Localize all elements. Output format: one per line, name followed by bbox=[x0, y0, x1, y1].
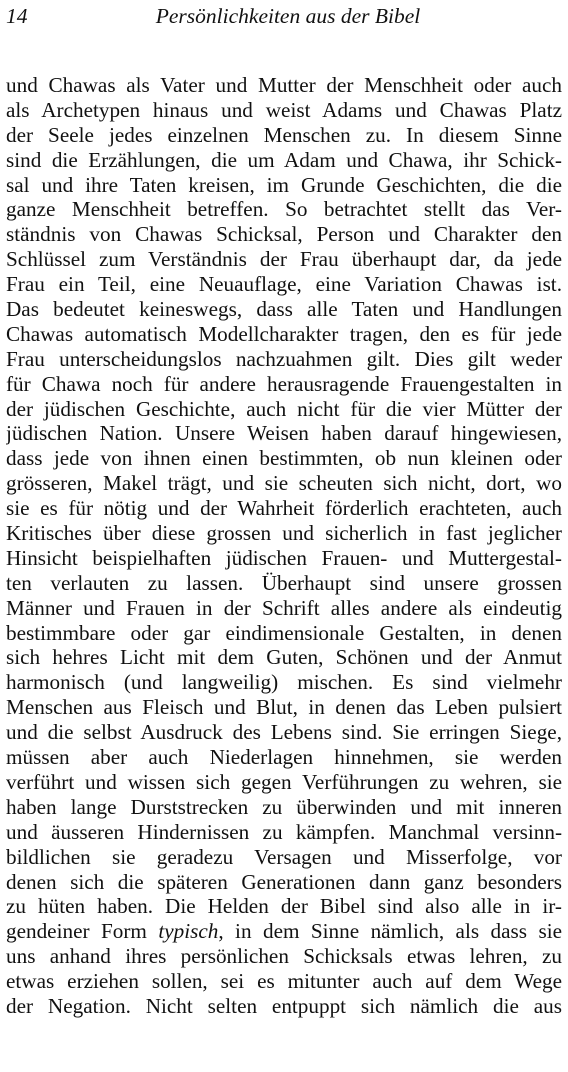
text-line: als Archetypen hinaus und weist Adams und Chawas Platz bbox=[6, 97, 562, 122]
running-title: Persönlichkeiten aus der Bibel bbox=[155, 4, 421, 28]
text-line: Frau unterscheidungslos nachzuahmen gilt. Dies gilt weder bbox=[6, 346, 562, 371]
text-line: dass jede von ihnen einen bestimmten, ob nun kleinen oder bbox=[6, 446, 562, 471]
text-line: Chawas automatisch Modellcharakter tragen, den es für jede bbox=[6, 321, 562, 346]
text-line: ganze Menschheit betreffen. So betrachtet stellt das Ver- bbox=[6, 197, 562, 222]
text-line: Kritisches über diese grossen und sicherlich in fast jeglicher bbox=[6, 521, 562, 546]
text-line: der Seele jedes einzelnen Menschen zu. In diesem Sinne bbox=[6, 122, 562, 147]
text-line: und äusseren Hindernissen zu kämpfen. Manchmal versinn- bbox=[6, 819, 562, 844]
text-line: Frau ein Teil, eine Neuauflage, eine Variation Chawas ist. bbox=[6, 272, 562, 297]
text-line: ständnis von Chawas Schicksal, Person und Charakter den bbox=[6, 222, 562, 247]
text-line: denen sich die späteren Generationen dann ganz besonders bbox=[6, 869, 562, 894]
text-line: bildlichen sie geradezu Versagen und Misserfolge, vor bbox=[6, 844, 562, 869]
text-line: zu hüten haben. Die Helden der Bibel sind also alle in ir- bbox=[6, 894, 562, 919]
text-line: uns anhand ihres persönlichen Schicksals etwas lehren, zu bbox=[6, 944, 562, 969]
text-line: der jüdischen Geschichte, auch nicht für die vier Mütter der bbox=[6, 396, 562, 421]
text-line: harmonisch (und langweilig) mischen. Es sind vielmehr bbox=[6, 670, 562, 695]
text-line: Männer und Frauen in der Schrift alles andere als eindeutig bbox=[6, 595, 562, 620]
text-line: Schlüssel zum Verständnis der Frau überhaupt dar, da jede bbox=[6, 247, 562, 272]
page-number: 14 bbox=[6, 4, 28, 28]
text-line: und die selbst Ausdruck des Lebens sind. Sie erringen Siege, bbox=[6, 720, 562, 745]
text-line: etwas erziehen sollen, sei es mitunter auch auf dem Wege bbox=[6, 969, 562, 994]
text-line: Das bedeutet keineswegs, dass alle Taten und Handlungen bbox=[6, 297, 562, 322]
text-line: grösseren, Makel trägt, und sie scheuten sich nicht, dort, wo bbox=[6, 471, 562, 496]
body-text bbox=[6, 73, 562, 1019]
text-segment: gendeiner Form bbox=[6, 919, 159, 944]
text-line: bestimmbare oder gar eindimensionale Gestalten, in denen bbox=[6, 620, 562, 645]
italic-word: typisch bbox=[158, 919, 219, 944]
text-line: Hinsicht beispielhaften jüdischen Frauen- und Muttergestal- bbox=[6, 545, 562, 570]
text-line: jüdischen Nation. Unsere Weisen haben darauf hingewiesen, bbox=[6, 421, 562, 446]
text-line: und Chawas als Vater und Mutter der Menschheit oder auch bbox=[6, 73, 562, 97]
text-line: müssen aber auch Niederlagen hinnehmen, sie werden bbox=[6, 745, 562, 770]
text-line: Menschen aus Fleisch und Blut, in denen das Leben pulsiert bbox=[6, 695, 562, 720]
text-line: für Chawa noch für andere herausragende Frauengestalten in bbox=[6, 371, 562, 396]
text-line: sind die Erzählungen, die um Adam und Chawa, ihr Schick- bbox=[6, 147, 562, 172]
page-header bbox=[6, 2, 560, 30]
text-line: sal und ihre Taten kreisen, im Grunde Geschichten, die die bbox=[6, 172, 562, 197]
text-line: sie es für nötig und der Wahrheit förderlich erachteten, auch bbox=[6, 496, 562, 521]
text-line: haben lange Durststrecken zu überwinden und mit inneren bbox=[6, 794, 562, 819]
text-line: der Negation. Nicht selten entpuppt sich nämlich die aus bbox=[6, 993, 562, 1018]
text-line: verführt und wissen sich gegen Verführungen zu wehren, sie bbox=[6, 769, 562, 794]
text-line-with-italic bbox=[6, 919, 562, 944]
text-segment: , in dem Sinne nämlich, als dass sie bbox=[218, 919, 562, 944]
text-line: ten verlauten zu lassen. Überhaupt sind unsere grossen bbox=[6, 570, 562, 595]
text-line: sich hehres Licht mit dem Guten, Schönen und der Anmut bbox=[6, 645, 562, 670]
